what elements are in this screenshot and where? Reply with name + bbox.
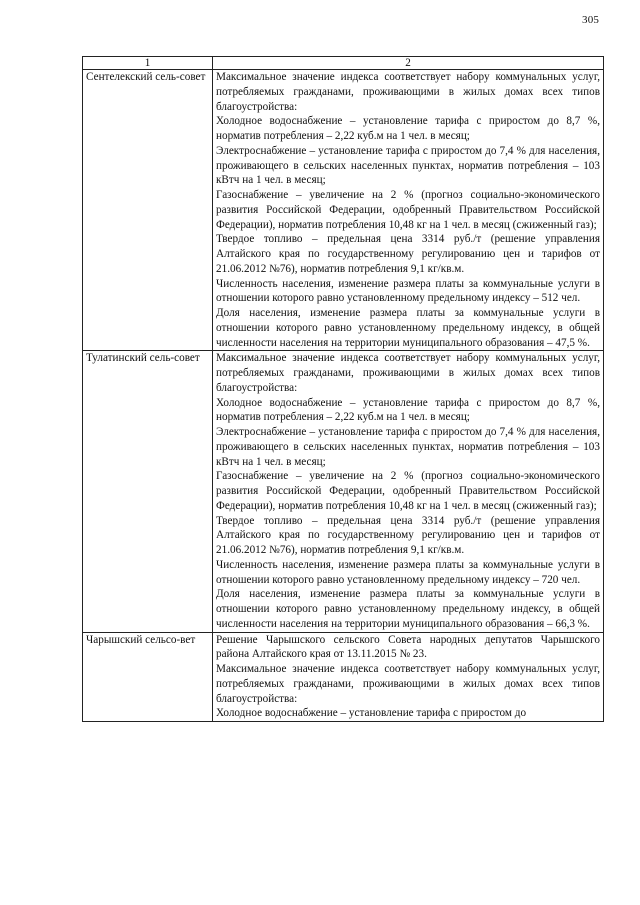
paragraph: Численность населения, изменение размера платы за коммунальные услуги в отношении которого равно установленному предельному индексу – 512 чел.: [216, 277, 600, 305]
paragraph: Решение Чарышского сельского Совета народных депутатов Чарышского района Алтайского края от 13.11.2015 № 23.: [216, 633, 600, 661]
table-header-row: [83, 57, 604, 70]
paragraph: Максимальное значение индекса соответствует набору коммунальных услуг, потребляемых гражданами, проживающими в жилых домах всех типов благоустройства:: [216, 352, 600, 394]
municipality-name: Чарышский сельсо-вет: [83, 632, 213, 722]
paragraph: Доля населения, изменение размера платы за коммунальные услуги в отношении которого равно установленному предельному индексу, в общей численности населения на территории муниципального образования – 66,3 %.: [216, 588, 600, 630]
paragraph: Электроснабжение – установление тарифа с приростом до 7,4 % для населения, проживающего в сельских населенных пунктах, норматив потребления – 103 кВтч на 1 чел. в месяц;: [216, 144, 600, 187]
paragraph: Газоснабжение – увеличение на 2 % (прогноз социально-экономического развития Российской Федерации, одобренный Правительством Российской Федерации), норматив потребления 10,48 кг на 1 чел. в месяц (сжиженный газ);: [216, 470, 600, 512]
table-row: [83, 70, 604, 351]
tariff-table: [82, 56, 604, 722]
row-description: [213, 351, 604, 632]
paragraph: Газоснабжение – увеличение на 2 % (прогноз социально-экономического развития Российской Федерации, одобренный Правительством Российской Федерации), норматив потребления 10,48 кг на 1 чел. в месяц (сжиженный газ);: [216, 189, 600, 231]
page-number: 305: [582, 14, 600, 26]
paragraph: Холодное водоснабжение – установление тарифа с приростом до: [216, 707, 527, 720]
paragraph: Электроснабжение – установление тарифа с приростом до 7,4 % для населения, проживающего в сельских населенных пунктах, норматив потребления – 103 кВтч на 1 чел. в месяц;: [216, 426, 600, 468]
table-row: [83, 632, 604, 722]
municipality-name: Тулатинский сель-совет: [83, 351, 213, 632]
paragraph: Твердое топливо – предельная цена 3314 руб./т (решение управления Алтайского края по государственному регулированию цен и тарифов от 21.06.2012 №76), норматив потребления 9,1 кг/кв.м.: [216, 514, 600, 556]
row-description: [213, 632, 604, 722]
paragraph: Твердое топливо – предельная цена 3314 руб./т (решение управления Алтайского края по государственному регулированию цен и тарифов от 21.06.2012 №76), норматив потребления 9,1 кг/кв.м.: [216, 233, 600, 275]
column-header-2: 2: [213, 57, 604, 70]
paragraph: Холодное водоснабжение – установление тарифа с приростом до 8,7 %, норматив потребления – 2,22 куб.м на 1 чел. в месяц;: [216, 396, 600, 424]
column-header-1: 1: [83, 57, 213, 70]
paragraph: Доля населения, изменение размера платы за коммунальные услуги в отношении которого равно установленному предельному индексу, в общей численности населения на территории муниципального образования – 47,5 %.: [216, 307, 600, 349]
paragraph: Максимальное значение индекса соответствует набору коммунальных услуг, потребляемых гражданами, проживающими в жилых домах всех типов благоустройства:: [216, 663, 600, 705]
paragraph: Холодное водоснабжение – установление тарифа с приростом до 8,7 %, норматив потребления – 2,22 куб.м на 1 чел. в месяц;: [216, 115, 600, 142]
municipality-name: Сентелекский сель-совет: [83, 70, 213, 351]
table-row: [83, 351, 604, 632]
paragraph: Максимальное значение индекса соответствует набору коммунальных услуг, потребляемых гражданами, проживающими в жилых домах всех типов благоустройства:: [216, 71, 600, 113]
row-description: [213, 70, 604, 351]
paragraph: Численность населения, изменение размера платы за коммунальные услуги в отношении которого равно установленному предельному индексу – 720 чел.: [216, 558, 600, 586]
